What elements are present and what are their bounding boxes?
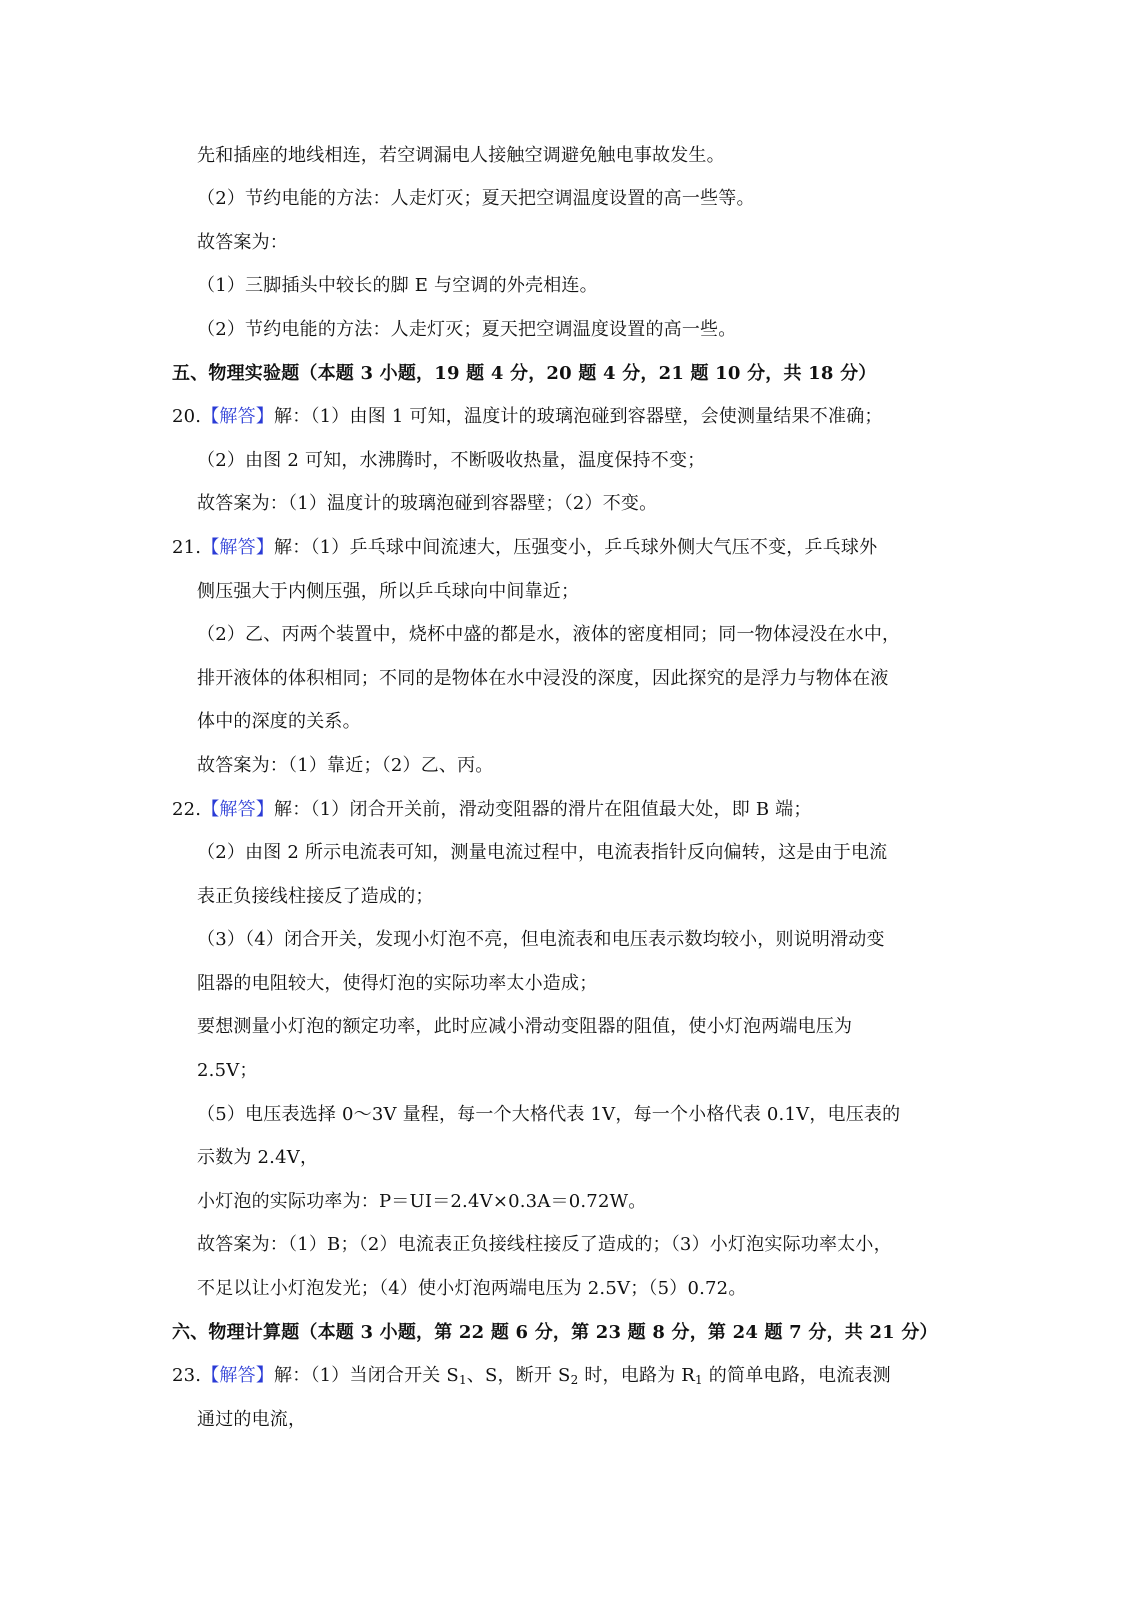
formula-line: 小灯泡的实际功率为：P＝UI＝2.4V×0.3A＝0.72W。 xyxy=(197,1191,647,1212)
text-line: 示数为 2.4V， xyxy=(197,1147,319,1168)
answer-22-line xyxy=(172,797,812,823)
text-line: 阻器的电阻较大，使得灯泡的实际功率太小造成； xyxy=(197,973,598,994)
answer-20-line xyxy=(172,404,883,430)
text-line: （2）节约电能的方法：人走灯灭；夏天把空调温度设置的高一些。 xyxy=(197,319,737,340)
text-line: （2）节约电能的方法：人走灯灭；夏天把空调温度设置的高一些等。 xyxy=(197,188,755,209)
subscript: 1 xyxy=(695,1373,703,1387)
answer-tag: 【解答】 xyxy=(201,537,275,558)
answer-tag: 【解答】 xyxy=(201,406,275,427)
text-line: 故答案为：（1）B；（2）电流表正负接线柱接反了造成的；（3）小灯泡实际功率太小， xyxy=(197,1234,892,1255)
section-heading-5: 五、物理实验题（本题 3 小题，19 题 4 分，20 题 4 分，21 题 10 分，共 18 分） xyxy=(172,363,877,384)
text-line: 侧压强大于内侧压强，所以乒乓球向中间靠近； xyxy=(197,581,580,602)
text-line: （1）三脚插头中较长的脚 E 与空调的外壳相连。 xyxy=(197,275,598,296)
answer-tag: 【解答】 xyxy=(201,1365,275,1386)
text-line: （3）（4）闭合开关，发现小灯泡不亮，但电流表和电压表示数均较小，则说明滑动变 xyxy=(197,929,885,950)
question-number: 20. xyxy=(172,406,202,427)
answer-21-line xyxy=(172,535,877,561)
text-line: 体中的深度的关系。 xyxy=(197,711,361,732)
answer-tag: 【解答】 xyxy=(201,799,275,820)
text-line: 故答案为： xyxy=(197,232,288,253)
text-line: 通过的电流， xyxy=(197,1409,307,1430)
text-line: 2.5V； xyxy=(197,1060,258,1081)
answer-text: 解：（1）闭合开关前，滑动变阻器的滑片在阻值最大处，即 B 端； xyxy=(274,799,812,820)
text-line: 故答案为：（1）温度计的玻璃泡碰到容器壁；（2）不变。 xyxy=(197,493,658,514)
answer-text: 、S，断开 S xyxy=(466,1365,571,1386)
answer-text: 的简单电路，电流表测 xyxy=(702,1365,891,1386)
text-line: 排开液体的体积相同；不同的是物体在水中浸没的深度，因此探究的是浮力与物体在液 xyxy=(197,668,889,689)
subscript: 2 xyxy=(570,1373,579,1387)
answer-text: 解：（1）乒乓球中间流速大，压强变小，乒乓球外侧大气压不变，乒乓球外 xyxy=(274,537,878,558)
answer-text: 时，电路为 R xyxy=(578,1365,696,1386)
text-line: 要想测量小灯泡的额定功率，此时应减小滑动变阻器的阻值，使小灯泡两端电压为 xyxy=(197,1016,853,1037)
answer-23-line xyxy=(172,1363,891,1389)
text-line: 表正负接线柱接反了造成的； xyxy=(197,886,434,907)
text-line: 先和插座的地线相连，若空调漏电人接触空调避免触电事故发生。 xyxy=(197,145,725,166)
question-number: 23. xyxy=(172,1365,202,1386)
text-line: （5）电压表选择 0～3V 量程，每一个大格代表 1V，每一个小格代表 0.1V，电压表的 xyxy=(197,1104,901,1125)
text-line: （2）乙、丙两个装置中，烧杯中盛的都是水，液体的密度相同；同一物体浸没在水中， xyxy=(197,624,901,645)
text-line: （2）由图 2 可知，水沸腾时，不断吸收热量，温度保持不变； xyxy=(197,450,706,471)
subscript: 1 xyxy=(458,1373,467,1387)
text-line: 不足以让小灯泡发光；（4）使小灯泡两端电压为 2.5V；（5）0.72。 xyxy=(197,1278,747,1299)
answer-text: 解：（1）由图 1 可知，温度计的玻璃泡碰到容器壁，会使测量结果不准确； xyxy=(274,406,883,427)
text-line: （2）由图 2 所示电流表可知，测量电流过程中，电流表指针反向偏转，这是由于电流 xyxy=(197,842,888,863)
text-line: 故答案为：（1）靠近；（2）乙、丙。 xyxy=(197,755,494,776)
answer-text: 解：（1）当闭合开关 S xyxy=(274,1365,459,1386)
section-heading-6: 六、物理计算题（本题 3 小题，第 22 题 6 分，第 23 题 8 分，第 24 题 7 分，共 21 分） xyxy=(172,1322,938,1343)
question-number: 22. xyxy=(172,799,202,820)
question-number: 21. xyxy=(172,537,202,558)
